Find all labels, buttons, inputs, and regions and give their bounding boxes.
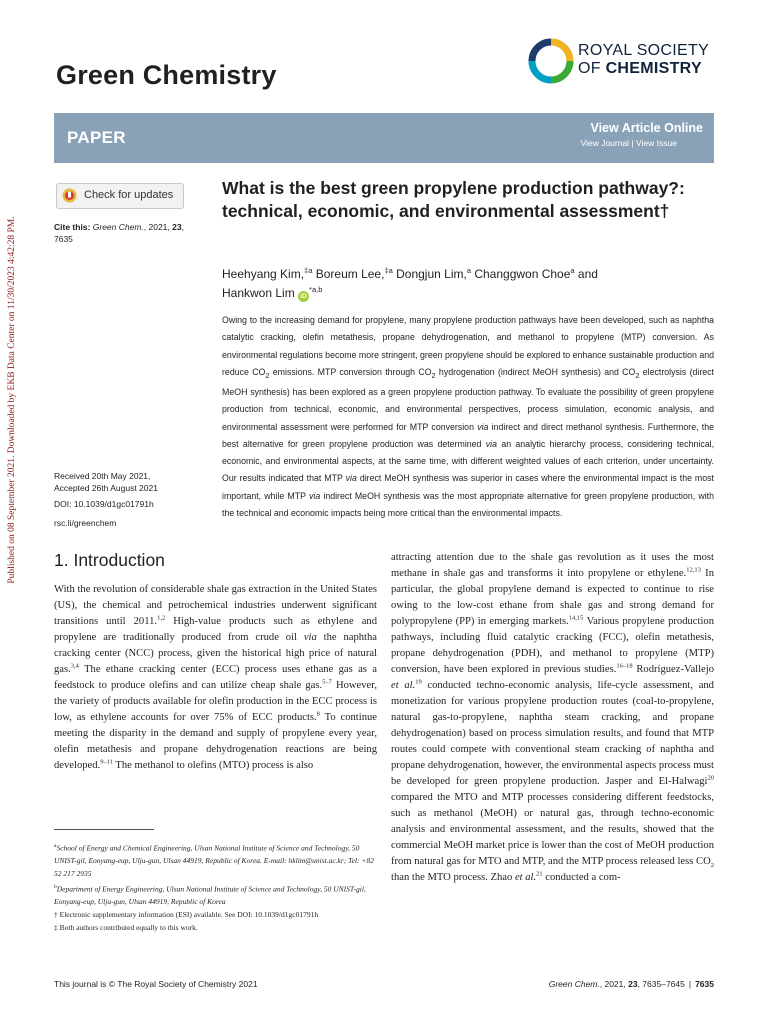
footnote-affiliation-a: $^a$School of Energy and Chemical Engineering, Ulsan National Institute of Science and Technology, 50 UNIST-gil, Eonyang-eup, Ulju-gun, Ulsan 44919, Republic of Korea. E-mail: hklim@unist.ac.kr; Tel: +82 52 217 2935: [54, 843, 374, 879]
publisher-chemistry: CHEMISTRY: [605, 60, 702, 77]
author-name-last[interactable]: Hankwon Lim: [222, 286, 295, 300]
check-updates-icon: [62, 188, 77, 203]
body-column-right: [391, 550, 714, 886]
footer-volume: 23: [628, 979, 638, 989]
cite-volume: 23: [172, 222, 182, 232]
orcid-icon[interactable]: iD: [298, 291, 309, 302]
citation-ref[interactable]: 21: [536, 870, 543, 878]
footnote-divider: [54, 829, 154, 830]
footer-journal: Green Chem.: [548, 979, 600, 989]
footnote-equal-contribution: ‡ Both authors contributed equally to this work.: [54, 922, 198, 932]
cite-journal: Green Chem.: [92, 222, 144, 232]
citation-ref[interactable]: 12,13: [686, 566, 701, 574]
citation-ref[interactable]: 20: [707, 774, 714, 782]
check-updates-label: Check for updates: [84, 189, 174, 201]
article-dates: [54, 470, 204, 494]
abstract-text: Owing to the increasing demand for propylene, many propylene production pathways have been developed, such as naphtha catalytic cracking, olefin metathesis, propane dehydrogenation, and methanol to propylene (MTP) conversion. As environmental regulations become more stringent, green propylene should be explored to enhance sustainable production and reduce $CO_2$ emissions. MTP conversion through $CO_2$ hydrogenation (indirect MeOH synthesis) and $CO_2$ electrolysis (direct MeOH synthesis) has been explored as a green propylene production pathway. To evaluate the possibility of green propylene production from technical, economic, and environmental perspectives, process simulation, economic analysis, and environmental assessment were performed for MTP conversion via indirect and direct methanol synthesis. Furthermore, the best alternative for green propylene production was determined via an analytic hierarchy process, considering technical, economic, and environmental aspects, at the same time, with different weighted values of each criterion, under uncertainty. Our results indicated that MTP via direct MeOH synthesis was superior in cases where the environmental impact is the most important, while MTP via indirect MeOH synthesis was the most appropriate alternative for green propylene production, with the technical and economic impacts being more critical than the environmental impacts.: [222, 315, 715, 519]
section-heading-introduction: 1. Introduction: [54, 550, 165, 570]
author-affiliation: *a,b: [309, 285, 323, 294]
citation-ref[interactable]: 16–18: [616, 662, 633, 670]
cite-label: Cite this:: [54, 222, 91, 232]
accepted-date: Accepted 26th August 2021: [54, 483, 158, 493]
author-affiliation: a: [466, 266, 471, 275]
authors-and: and: [574, 267, 598, 281]
doi[interactable]: DOI: 10.1039/d1gc01791h: [54, 499, 154, 509]
page-number: 7635: [695, 979, 714, 989]
author-affiliation: a: [570, 266, 575, 275]
author-name[interactable]: Boreum Lee,: [312, 267, 385, 281]
citation-ref[interactable]: 9–11: [100, 758, 113, 766]
view-links-divider: |: [631, 138, 634, 148]
article-title: What is the best green propylene production pathway?: technical, economic, and environmental assessment†: [222, 178, 685, 221]
footnotes: [54, 840, 377, 935]
check-for-updates-button[interactable]: [56, 183, 184, 209]
citation-ref[interactable]: 3,4: [70, 662, 79, 670]
publisher-name-line2: [578, 60, 702, 78]
citation-ref[interactable]: 5–7: [322, 678, 332, 686]
citation-ref[interactable]: 8: [316, 710, 320, 718]
author-name[interactable]: Changgwon Choe: [471, 267, 571, 281]
body-paragraph: attracting attention due to the shale gas revolution as it uses the most methane in shale gas and transforms it into propylene or ethylene.$^{12,13}$ In particular, the global propylene demand is expected to continue to rise owing to the low-cost ethane from shale gas and strong demand for polypropylene (PP) in emerging markets.$^{14,15}$ Various propylene production pathways, including fluid catalytic cracking (FCC), olefin metathesis, propane dehydrogenation (PDH), and methanol to propylene (MTP) conversion, have been explored in previous studies.$^{16-18}$ Rodríguez-Vallejo et al.$^{19}$ conducted techno-economic analysis, life-cycle assessment, and monetization for various propylene production routes (coal-to-propylene, natural gas-to-propylene, naphtha steam cracking, and propane dehydrogenation) based on process simulation results, and found that MTP routes could compete with conventional steam cracking of naphtha and propane dehydrogenation, however, the environmental aspects process must be developed for green propylene production. Jasper and El-Halwagi$^{20}$ compared the MTO and MTP processes considering different feedstocks, such as methanol (MeOH) or natural gas, through techno-economic analysis and environmental assessment, and the results, showed that the commercial MeOH market price is lower than the cost of MeOH production from natural gas for MTO and MTP, and the MTP process released less $CO_2$ than the MTO process. Zhao et al.$^{21}$ conducted a com-: [391, 552, 714, 883]
journal-link[interactable]: rsc.li/greenchem: [54, 518, 117, 528]
section-label: PAPER: [67, 128, 126, 147]
footer-divider: |: [688, 979, 692, 989]
citation-ref[interactable]: 1,2: [157, 614, 166, 622]
cite-this: Cite this: Green Chem., 2021, 23, 7635: [54, 222, 184, 244]
copyright-footer: This journal is © The Royal Society of Chemistry 2021: [54, 979, 258, 989]
author-list: [222, 263, 692, 302]
view-links: [581, 138, 677, 148]
page-footer: [549, 979, 714, 989]
author-affiliation: ‡a: [304, 266, 313, 275]
footer-year: , 2021,: [599, 979, 629, 989]
author-name[interactable]: Heehyang Kim,: [222, 267, 305, 281]
download-stamp-text: Published on 08 September 2021. Downloaded by EKB Data Center on 11/30/2023 4:42:28 PM.: [7, 216, 17, 584]
cite-year: , 2021,: [143, 222, 170, 232]
section-banner: [54, 113, 714, 163]
body-column-left: [54, 582, 377, 774]
publisher-of: OF: [578, 60, 601, 77]
author-affiliation: ‡a: [384, 266, 393, 275]
publisher-logo[interactable]: [528, 36, 718, 86]
publisher-name-line1: ROYAL SOCIETY: [578, 42, 710, 59]
received-date: Received 20th May 2021,: [54, 471, 151, 481]
author-name[interactable]: Dongjun Lim,: [392, 267, 467, 281]
citation-ref[interactable]: 19: [415, 678, 422, 686]
footnote-affiliation-b: $^b$Department of Energy Engineering, Ulsan National Institute of Science and Technology, 50 UNIST-gil, Eonyang-eup, Ulju-gun, Ulsan 44919, Republic of Korea: [54, 883, 366, 907]
view-article-online-link[interactable]: View Article Online: [590, 121, 703, 135]
footnote-esi: † Electronic supplementary information (ESI) available. See DOI: 10.1039/d1gc01791h: [54, 909, 319, 919]
view-issue-link[interactable]: View Issue: [636, 138, 677, 148]
download-stamp: [4, 170, 20, 630]
rsc-ring-icon: [528, 38, 574, 84]
cite-page: 7635: [54, 234, 73, 244]
citation-ref[interactable]: 14,15: [568, 614, 584, 622]
abstract: [222, 312, 714, 522]
journal-title: Green Chemistry: [56, 60, 277, 90]
body-paragraph: With the revolution of considerable shale gas extraction in the United States (US), the chemical and petrochemical industries underwent significant transitions until 2011.$^{1,2}$ High-value products such as ethylene and propylene are traditionally produced from crude oil via the naphtha cracking center (NCC) process, given the historical high price of natural gas.$^{3,4}$ The ethane cracking center (ECC) process uses ethane gas as a feedstock to produce olefins and can utilize cheap shale gas.$^{5-7}$ However, the variety of products available for olefin production in the ECC process is low, as ethylene accounts for over 75% of ECC products.$^8$ To continue meeting the disparity in the demand and supply of propylene every year, olefin metathesis and propane dehydrogenation reactions are being developed.$^{9-11}$ The methanol to olefins (MTO) process is also: [54, 584, 378, 771]
view-journal-link[interactable]: View Journal: [580, 138, 630, 148]
footer-pages: , 7635–7645: [637, 979, 685, 989]
